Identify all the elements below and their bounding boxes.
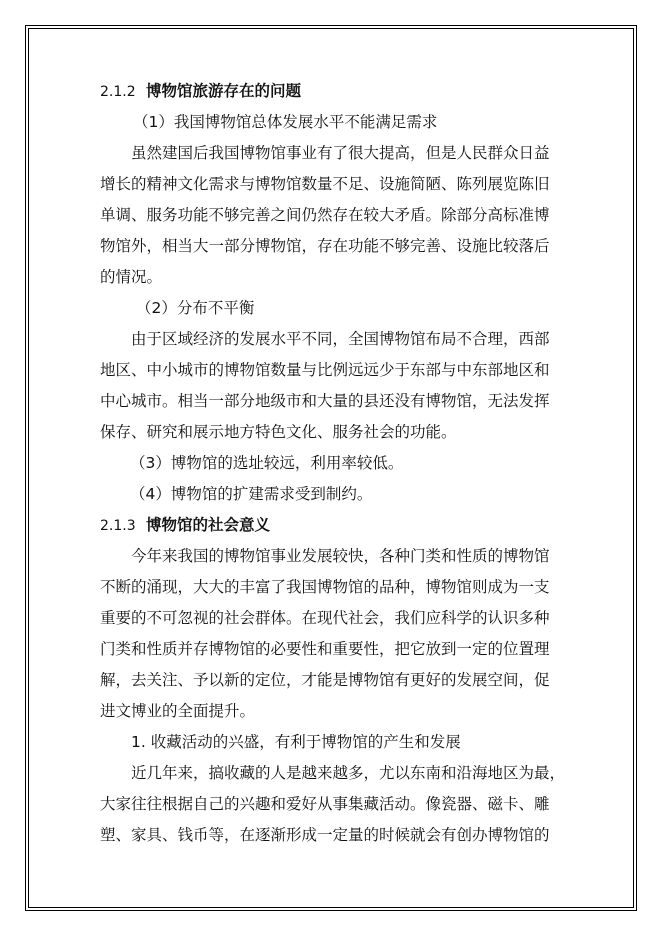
list-item: 1. 收藏活动的兴盛，有利于博物馆的产生和发展	[131, 733, 461, 751]
paragraph-line: 单调、服务功能不够完善之间仍然存在较大矛盾。除部分高标准博	[100, 206, 550, 224]
paragraph-line: 重要的不可忽视的社会群体。在现代社会，我们应科学的认识多种	[100, 609, 550, 627]
paragraph-line: 进文博业的全面提升。	[100, 702, 256, 720]
section-number: 2.1.3	[100, 518, 136, 534]
paragraph-line: 塑、家具、钱币等，在逐渐形成一定量的时候就会有创办博物馆的	[100, 826, 550, 844]
paragraph-line: 虽然建国后我国博物馆事业有了很大提高，但是人民群众日益	[131, 144, 550, 162]
paragraph	[100, 541, 560, 727]
paragraph-line: 门类和性质并存博物馆的必要性和重要性，把它放到一定的位置理	[100, 640, 550, 658]
paragraph-line: 保存、研究和展示地方特色文化、服务社会的功能。	[100, 423, 457, 441]
paragraph-line: 不断的涌现，大大的丰富了我国博物馆的品种，博物馆则成为一支	[100, 578, 550, 596]
document-body	[100, 76, 566, 851]
paragraph-line: 今年来我国的博物馆事业发展较快，各种门类和性质的博物馆	[131, 547, 550, 565]
list-item: （3）博物馆的选址较远，利用率较低。	[130, 454, 404, 472]
section-heading-2-1-3	[100, 510, 560, 541]
paragraph-line: 大家往往根据自己的兴趣和爱好从事集藏活动。像瓷器、磁卡、雕	[100, 795, 550, 813]
paragraph	[100, 324, 560, 448]
paragraph-line: 增长的精神文化需求与博物馆数量不足、设施简陋、陈列展览陈旧	[100, 175, 550, 193]
section-heading-2-1-2	[100, 76, 560, 107]
paragraph-line: 物馆外，相当大一部分博物馆，存在功能不够完善、设施比较落后	[100, 237, 550, 255]
list-item: （4）博物馆的扩建需求受到制约。	[130, 485, 373, 503]
section-number: 2.1.2	[100, 84, 136, 100]
paragraph	[100, 138, 560, 293]
paragraph-line: 解，去关注、予以新的定位，才能是博物馆有更好的发展空间，促	[100, 671, 550, 689]
paragraph-line: 由于区域经济的发展水平不同，全国博物馆布局不合理，西部	[131, 330, 550, 348]
paragraph-line: 地区、中小城市的博物馆数量与比例远远少于东部与中东部地区和	[100, 361, 550, 379]
list-item: （1）我国博物馆总体发展水平不能满足需求	[133, 113, 438, 131]
paragraph-line: 的情况。	[100, 268, 163, 286]
paragraph	[100, 758, 566, 851]
paragraph-line: 近几年来，搞收藏的人是越来越多，尤以东南和沿海地区为最，	[131, 764, 566, 782]
section-title: 博物馆的社会意义	[146, 516, 271, 534]
section-title: 博物馆旅游存在的问题	[146, 82, 302, 100]
paragraph-line: 中心城市。相当一部分地级市和大量的县还没有博物馆，无法发挥	[100, 392, 550, 410]
list-item: （2）分布不平衡	[136, 299, 255, 317]
